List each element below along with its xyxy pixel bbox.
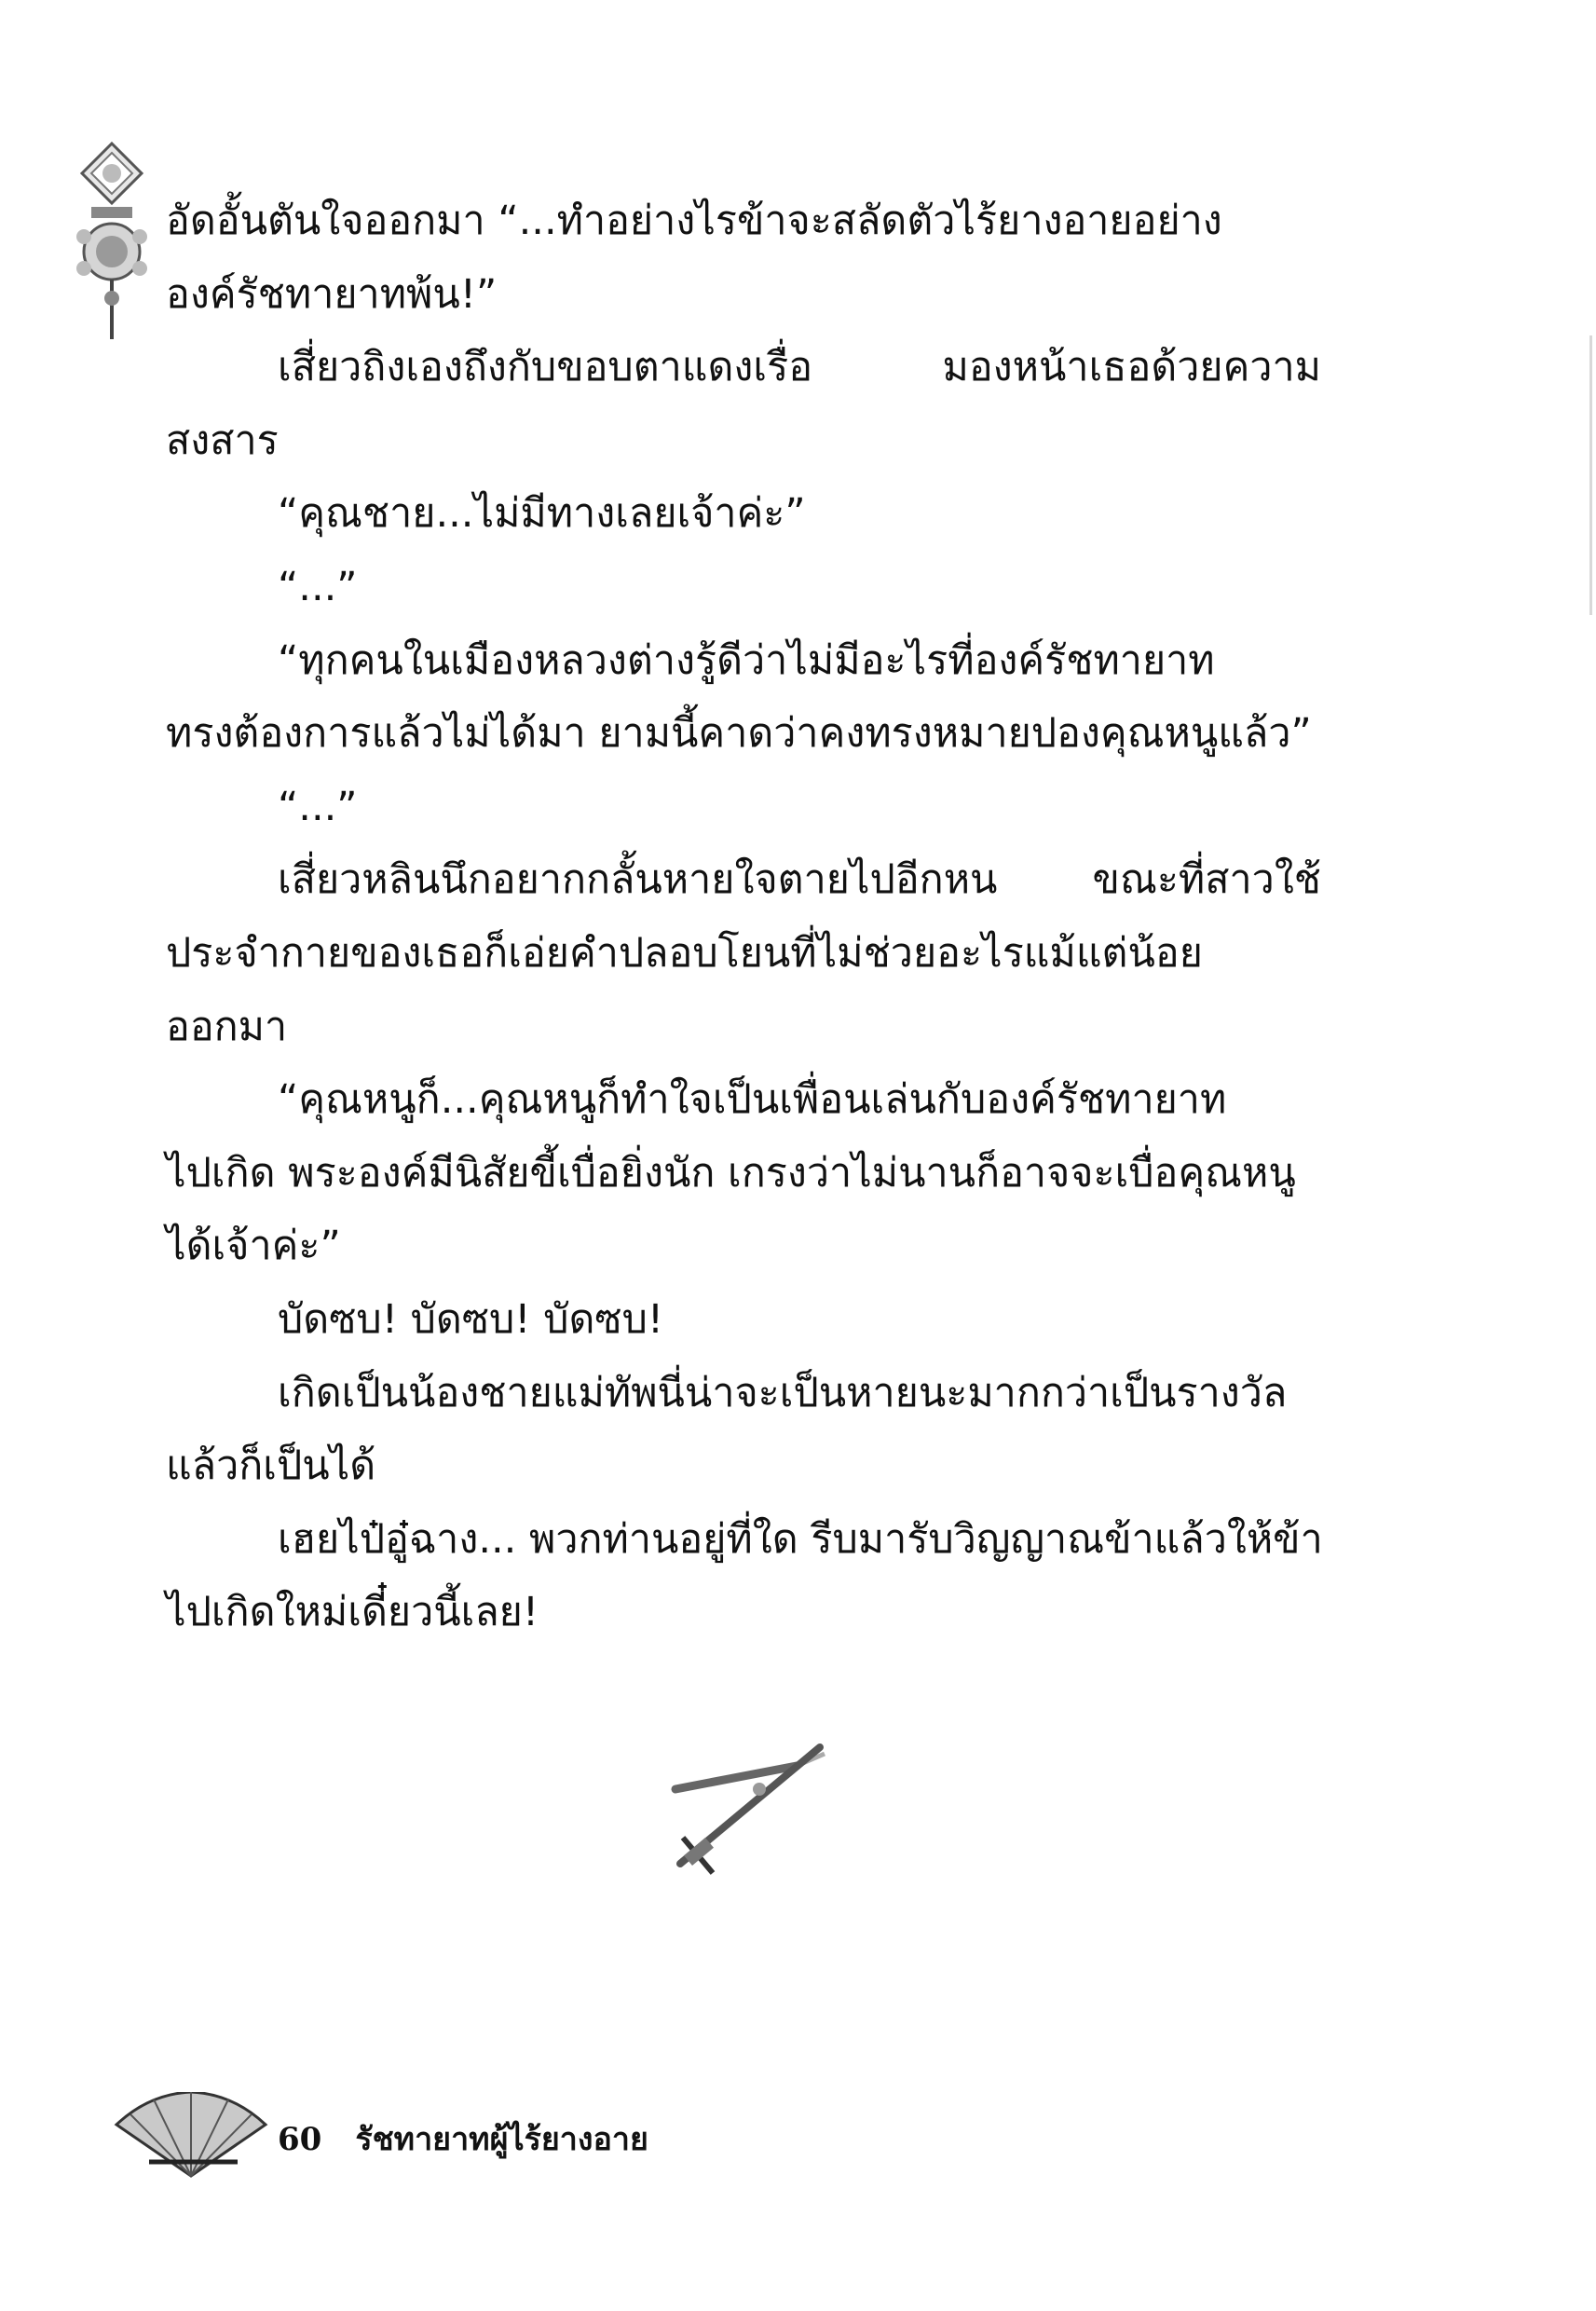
text-line: ออกมา [166, 1003, 288, 1050]
page-number: 60 [278, 2121, 322, 2158]
text-line: สงสาร [166, 417, 279, 464]
text-line: อัดอั้นตันใจออกมา “...ทำอย่างไรข้าจะสลัดตัวไร้ยางอายอย่าง [166, 198, 1222, 244]
page-edge-rule [1589, 335, 1592, 615]
text-line: องค์รัชทายาทพ้น!” [166, 270, 498, 318]
text-line: บัดซบ! บัดซบ! บัดซบ! [278, 1295, 664, 1343]
text-line: เสี่ยวหลินนึกอยากกลั้นหายใจตายไปอีกหน ขณะที่สาวใช้ [278, 856, 1321, 904]
ornament-icon [56, 140, 168, 345]
text-line: เกิดเป็นน้องชายแม่ทัพนี่น่าจะเป็นหายนะมากกว่าเป็นรางวัล [278, 1369, 1288, 1416]
text-line: “...” [278, 563, 358, 610]
text-line: ไปเกิดใหม่เดี๋ยวนี้เลย! [166, 1589, 539, 1636]
text-line: “...” [278, 783, 358, 830]
text-line: ไปเกิด พระองค์มีนิสัยขี้เบื่อยิ่งนัก เกรงว่าไม่นานก็อาจจะเบื่อคุณหนู [166, 1149, 1296, 1197]
page-footer [278, 2113, 648, 2164]
text-line: เสี่ยวถิงเองถึงกับขอบตาแดงเรื่อ มองหน้าเธอด้วยความ [278, 344, 1321, 391]
text-line: “คุณหนูก็...คุณหนูก็ทำใจเป็นเพื่อนเล่นกับองค์รัชทายาท [278, 1076, 1227, 1124]
text-line: ประจำกายของเธอก็เอ่ยคำปลอบโยนที่ไม่ช่วยอะไรแม้แต่น้อย [166, 929, 1203, 977]
text-line: “คุณชาย...ไม่มีทางเลยเจ้าค่ะ” [278, 490, 806, 538]
folding-fan-icon [112, 2092, 270, 2181]
text-line: “ทุกคนในเมืองหลวงต่างรู้ดีว่าไม่มีอะไรที่องค์รัชทายาท [278, 636, 1215, 684]
text-line: เฮยไป๋อู๋ฉาง... พวกท่านอยู่ที่ใด รีบมารับวิญญาณข้าแล้วให้ข้า [278, 1515, 1323, 1563]
text-line: ได้เจ้าค่ะ” [166, 1223, 341, 1270]
body-text [166, 185, 1321, 1649]
crossed-swords-icon [657, 1733, 834, 1882]
book-title: รัชทายาทผู้ไร้ยางอาย [355, 2121, 648, 2158]
text-line: แล้วก็เป็นได้ [166, 1443, 376, 1490]
text-line: ทรงต้องการแล้วไม่ได้มา ยามนี้คาดว่าคงทรงหมายปองคุณหนูแล้ว” [166, 710, 1312, 758]
